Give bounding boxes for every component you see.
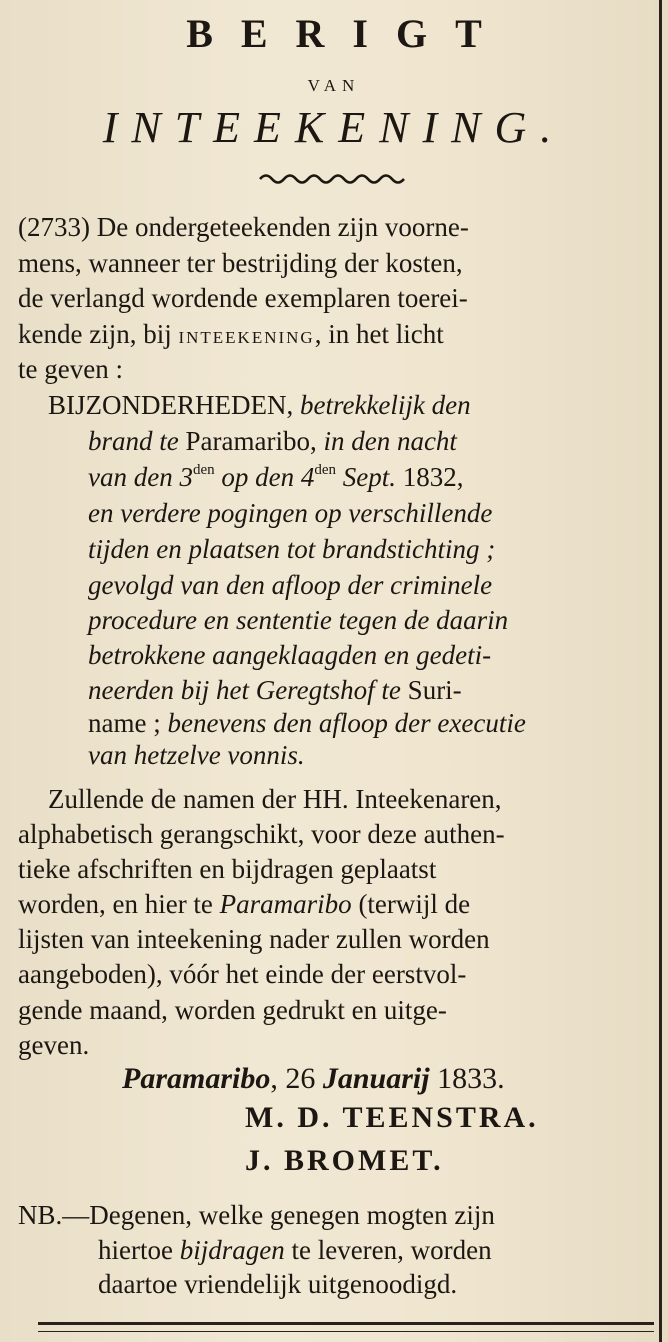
- para2-line3-sup2: den: [314, 462, 337, 478]
- para3-line8: geven.: [18, 1030, 90, 1060]
- nb-line2-b: bijdragen: [179, 1235, 285, 1265]
- para2-line2-c: in den nacht: [323, 426, 457, 456]
- para2-line1-b: betrekkelijk den: [299, 390, 471, 420]
- para2-line2-b: Paramaribo,: [185, 426, 317, 456]
- para2-line3-c: Sept.: [336, 462, 397, 492]
- para2-line2-a: brand te: [88, 426, 179, 456]
- heading-title: BERIGT: [186, 11, 510, 56]
- nb-line1: NB.—Degenen, welke genegen mogten zijn: [18, 1200, 495, 1230]
- para2-line1-a: BIJZONDERHEDEN,: [48, 390, 294, 420]
- dateline-month: Januarij: [322, 1062, 430, 1095]
- para3-line4: [18, 887, 470, 921]
- nb-line2: [98, 1233, 492, 1267]
- para2-line6: gevolgd van den afloop der criminele: [88, 570, 493, 600]
- para3-line4-c: (terwijl de: [358, 889, 471, 919]
- para1-line4: [18, 317, 444, 355]
- para2-line1: [48, 388, 471, 422]
- para2-line3: [88, 460, 464, 494]
- para2-line3-sup1: den: [192, 462, 215, 478]
- para2-line9: [88, 673, 462, 707]
- dateline-day: , 26: [270, 1062, 316, 1095]
- para2-line2: [88, 424, 457, 458]
- para1-line5: te geven :: [18, 354, 123, 384]
- para1-line1: (2733) De ondergeteekenden zijn voorne-: [18, 212, 469, 242]
- para3-line6: aangeboden), vóór het einde der eerstvol-: [18, 959, 467, 989]
- para2-line8: betrokkene aangeklaagden en gedeti-: [88, 640, 492, 670]
- para1-line4-b: , in het licht: [314, 319, 444, 349]
- dateline-place: Paramaribo: [122, 1062, 271, 1095]
- bottom-rule: [38, 1322, 654, 1332]
- heading-title-italic: INTEEKENING.: [102, 103, 566, 152]
- para1-line4-a: kende zijn, bij: [18, 319, 172, 349]
- signature-bromet: J. BROMET.: [245, 1144, 444, 1177]
- nb-line2-c: te leveren, worden: [291, 1235, 492, 1265]
- para3-line1: Zullende de namen der HH. Inteekenaren,: [48, 784, 502, 814]
- para3-line5: lijsten van inteekening nader zullen worden: [18, 924, 490, 954]
- dateline: [122, 1062, 505, 1096]
- dateline-year: 1833.: [437, 1062, 505, 1095]
- para2-line3-b: op den 4: [214, 462, 315, 492]
- para2-line10-a: name ;: [88, 708, 161, 738]
- para2-line7: procedure en sententie tegen de daarin: [88, 605, 509, 635]
- para3-line7: gende maand, worden gedrukt en uitge-: [18, 995, 447, 1025]
- para3-line3: tieke afschriften en bijdragen geplaatst: [18, 854, 437, 884]
- para2-line10: [88, 706, 526, 740]
- para2-line11: van hetzelve vonnis.: [88, 740, 305, 770]
- para3-line4-a: worden, en hier te: [18, 889, 213, 919]
- para2-line9-b: Suri-: [407, 675, 462, 705]
- para2-line10-b: benevens den afloop der executie: [167, 708, 526, 738]
- para1-line3: de verlangd wordende exemplaren toerei-: [18, 283, 468, 313]
- para3-line2: alphabetisch gerangschikt, voor deze authen-: [18, 819, 505, 849]
- column-rule-right: [659, 0, 662, 1342]
- para2-line4: en verdere pogingen op verschillende: [88, 498, 493, 528]
- para2-line3-d: 1832,: [402, 462, 464, 492]
- para2-line9-a: neerden bij het Geregtshof te: [88, 675, 401, 705]
- heading-subtitle: VAN: [307, 76, 361, 95]
- para2-line5: tijden en plaatsen tot brandstichting ;: [88, 534, 496, 564]
- nb-line3: daartoe vriendelijk uitgenoodigd.: [98, 1269, 458, 1299]
- ornament-divider: [258, 172, 408, 186]
- para2-line3-a: van den 3: [88, 462, 193, 492]
- para1-line2: mens, wanneer ter bestrijding der kosten,: [18, 248, 463, 278]
- nb-line2-a: hiertoe: [98, 1235, 173, 1265]
- signature-teenstra: M. D. TEENSTRA.: [245, 1101, 539, 1134]
- para1-line4-smallcaps: INTEEKENING: [178, 328, 315, 347]
- para3-line4-b: Paramaribo: [219, 889, 352, 919]
